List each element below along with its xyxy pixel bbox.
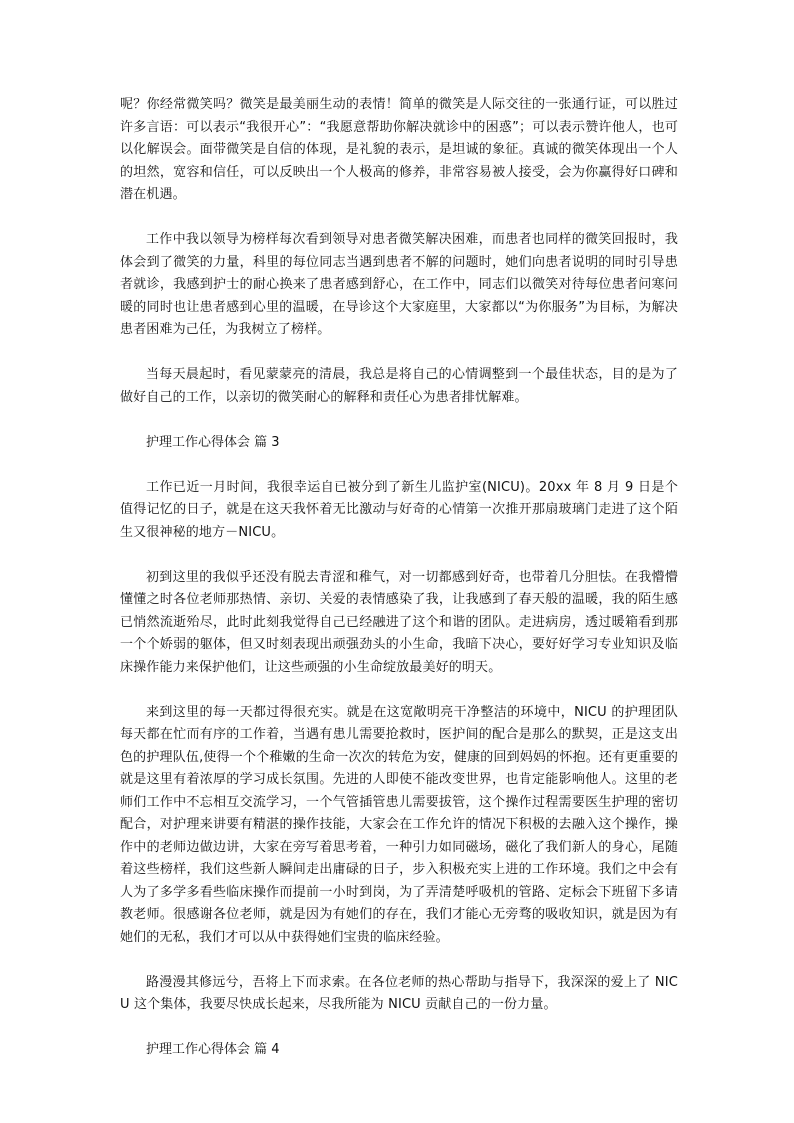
paragraph-3: 当每天晨起时，看见蒙蒙亮的清晨，我总是将自己的心情调整到一个最佳状态，目的是为了做好自己的工作，以亲切的微笑耐心的解释和责任心为患者排忧解难。 <box>120 367 678 405</box>
paragraph-4: 工作已近一月时间，我很幸运自已被分到了新生儿监护室(NICU)。20xx 年 8 月 9 日是个值得记忆的日子，就是在这天我怀着无比激动与好奇的心情第一次推开那扇玻璃门走进了这个陌生又很神秘的地方－NICU。 <box>120 479 678 540</box>
paragraph-1: 呢？你经常微笑吗？微笑是最美丽生动的表情！简单的微笑是人际交往的一张通行证，可以胜过许多言语：可以表示“我很开心”：“我愿意帮助你解决就诊中的困惑”；可以表示赞许他人，也可以化解误会。面带微笑是自信的体现，是礼貌的表示，是坦诚的象征。真诚的微笑体现出一个人的坦然，宽容和信任，可以反映出一个人极高的修养，非常容易被人接受，会为你赢得好口碑和潜在机遇。 <box>120 97 678 202</box>
paragraph-5: 初到这里的我似乎还没有脱去青涩和稚气，对一切都感到好奇，也带着几分胆怯。在我懵懵懂懂之时各位老师那热情、亲切、关爱的表情感染了我，让我感到了春天般的温暖，我的陌生感已悄然流逝殆尽，此时此刻我觉得自己已经融进了这个和谐的团队。走进病房，透过暖箱看到那一个个娇弱的躯体，但又时刻表现出顽强劲头的小生命，我暗下决心，要好好学习专业知识及临床操作能力来保护他们，让这些顽强的小生命绽放最美好的明天。 <box>120 569 678 675</box>
paragraph-6: 来到这里的每一天都过得很充实。就是在这宽敞明亮干净整洁的环境中，NICU 的护理团队每天都在忙而有序的工作着，当遇有患儿需要抢救时，医护间的配合是那么的默契，正是这支出色的护理队伍,使得一个个稚嫩的生命一次次的转危为安，健康的回到妈妈的怀抱。还有更重要的就是这里有着浓厚的学习成长氛围。先进的人即使不能改变世界，也肯定能影响他人。这里的老师们工作中不忘相互交流学习，一个气管插管患儿需要拔管，这个操作过程需要医生护理的密切配合，对护理来讲要有精湛的操作技能，大家会在工作允许的情况下积极的去融入这个操作，操作中的老师边做边讲，大家在旁写着思考着，一种引力如同磁场，磁化了我们新人的身心，尾随着这些榜样，我们这些新人瞬间走出庸碌的日子，步入积极充实上进的工作环境。我们之中会有人为了多学多看些临床操作而提前一小时到岗，为了弄清楚呼吸机的管路、定标会下班留下多请教老师。很感谢各位老师，就是因为有她们的存在，我们才能心无旁骛的吸收知识，就是因为有她们的无私，我们才可以从中获得她们宝贵的临床经验。 <box>120 704 678 945</box>
section-heading-3: 护理工作心得体会 篇 3 <box>146 434 280 450</box>
document-page <box>120 94 678 1084</box>
section-heading-4: 护理工作心得体会 篇 4 <box>146 1042 280 1057</box>
paragraph-2: 工作中我以领导为榜样每次看到领导对患者微笑解决困难，而患者也同样的微笑回报时，我体会到了微笑的力量，科里的每位同志当遇到患者不解的问题时，她们向患者说明的同时引导患者就诊，我感到护士的耐心换来了患者感到舒心，在工作中，同志们以微笑对待每位患者问寒问暖的同时也让患者感到心里的温暖，在导诊这个大家庭里，大家都以“为你服务”为目标，为解决患者困难为己任，为我树立了榜样。 <box>120 232 678 337</box>
paragraph-7: 路漫漫其修远兮，吾将上下而求索。在各位老师的热心帮助与指导下，我深深的爱上了 NICU 这个集体，我要尽快成长起来，尽我所能为 NICU 贡献自己的一份力量。 <box>120 974 678 1012</box>
